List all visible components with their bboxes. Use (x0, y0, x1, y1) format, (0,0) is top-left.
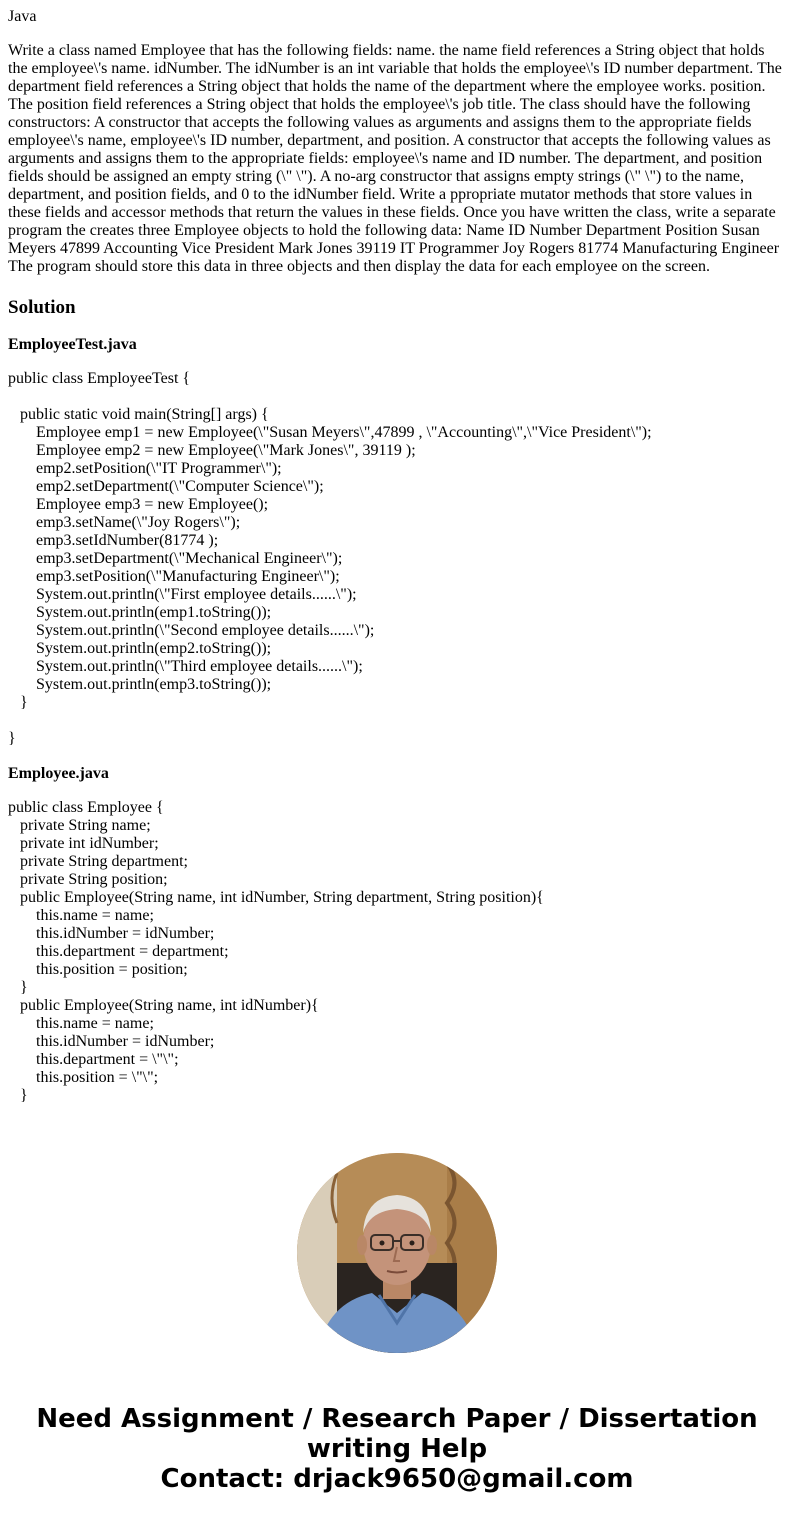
code-line: } (8, 979, 28, 996)
code-line: emp3.setIdNumber(81774 ); (8, 532, 219, 549)
code-line: emp2.setPosition(\"IT Programmer\"); (8, 460, 282, 477)
code-line: public class EmployeeTest { (8, 370, 191, 387)
code-line: private String position; (8, 871, 168, 888)
question-body: Write a class named Employee that has the following fields: name. the name field references a String object that holds the employee\'s name. idNumber. The idNumber is an int variable that holds the employee\'s ID number department. The department field references a String object that holds the name of the department where the employee works. position. The position field references a String object that holds the employee\'s job title. The class should have the following constructors: A constructor that accepts the following values as arguments and assigns them to the appropriate fields employee\'s name, employee\'s ID number, department, and position. A constructor that accepts the following values as arguments and assigns them to the appropriate fields: employee\'s name and ID number. The department, and position fields should be assigned an empty string (\" \"). A no-arg constructor that assigns empty strings (\" \") to the name, department, and position fields, and 0 to the idNumber field. Write a ppropriate mutator methods that store values in these fields and accessor methods that return the values in these fields. Once you have written the class, write a separate program the creates three Employee objects to hold the following data: Name ID Number Department Position Susan Meyers 47899 Accounting Vice President Mark Jones 39119 IT Programmer Joy Rogers 81774 Manufacturing Engineer The program should store this data in three objects and then display the data for each employee on the screen. (8, 42, 782, 275)
code-line: this.department = department; (8, 943, 229, 960)
code-line: emp3.setPosition(\"Manufacturing Engineer\"); (8, 568, 340, 585)
code-line: } (8, 694, 28, 711)
code-line: } (8, 1087, 28, 1104)
code-line: this.name = name; (8, 1015, 154, 1032)
author-photo (297, 1153, 497, 1353)
code-line: System.out.println(emp1.toString()); (8, 604, 272, 621)
code-line: emp3.setDepartment(\"Mechanical Engineer\"); (8, 550, 343, 567)
code-line: emp3.setName(\"Joy Rogers\"); (8, 514, 241, 531)
code-line: Employee emp3 = new Employee(); (8, 496, 269, 513)
code-line: System.out.println(emp3.toString()); (8, 676, 272, 693)
promo-contact: Contact: drjack9650@gmail.com (160, 1464, 634, 1494)
code-line: System.out.println(\"Third employee details......\"); (8, 658, 363, 675)
code-line: } (8, 730, 16, 747)
code-block-employeetest (8, 370, 786, 748)
promo-line-2: writing Help (306, 1434, 488, 1464)
code-line: public Employee(String name, int idNumber){ (8, 997, 319, 1014)
author-photo-illustration (297, 1153, 497, 1353)
file-heading-employeetest: EmployeeTest.java (8, 336, 137, 353)
code-line: System.out.println(\"Second employee details......\"); (8, 622, 375, 639)
code-line: System.out.println(emp2.toString()); (8, 640, 272, 657)
code-line: public Employee(String name, int idNumber, String department, String position){ (8, 889, 544, 906)
code-line: public class Employee { (8, 799, 164, 816)
code-line: Employee emp2 = new Employee(\"Mark Jones\", 39119 ); (8, 442, 416, 459)
code-block-employee (8, 799, 786, 1105)
code-line: private int idNumber; (8, 835, 159, 852)
code-line: System.out.println(\"First employee details......\"); (8, 586, 357, 603)
code-line: this.department = \"\"; (8, 1051, 179, 1068)
code-line: Employee emp1 = new Employee(\"Susan Meyers\",47899 , \"Accounting\",\"Vice President\"); (8, 424, 652, 441)
code-line: this.idNumber = idNumber; (8, 1033, 215, 1050)
code-line (8, 388, 786, 406)
code-line: this.position = \"\"; (8, 1069, 159, 1086)
code-line: this.position = position; (8, 961, 188, 978)
promo-banner (0, 1404, 794, 1494)
code-line: this.name = name; (8, 907, 154, 924)
code-line: public static void main(String[] args) { (8, 406, 269, 423)
solution-heading: Solution (8, 297, 76, 318)
document-content (8, 0, 786, 1122)
file-heading-employee: Employee.java (8, 765, 109, 782)
code-line: emp2.setDepartment(\"Computer Science\"); (8, 478, 324, 495)
promo-line-1: Need Assignment / Research Paper / Dissertation (36, 1404, 758, 1434)
code-line (8, 712, 786, 730)
question-language: Java (8, 8, 37, 25)
code-line: private String name; (8, 817, 151, 834)
code-line: this.idNumber = idNumber; (8, 925, 215, 942)
code-line: private String department; (8, 853, 188, 870)
